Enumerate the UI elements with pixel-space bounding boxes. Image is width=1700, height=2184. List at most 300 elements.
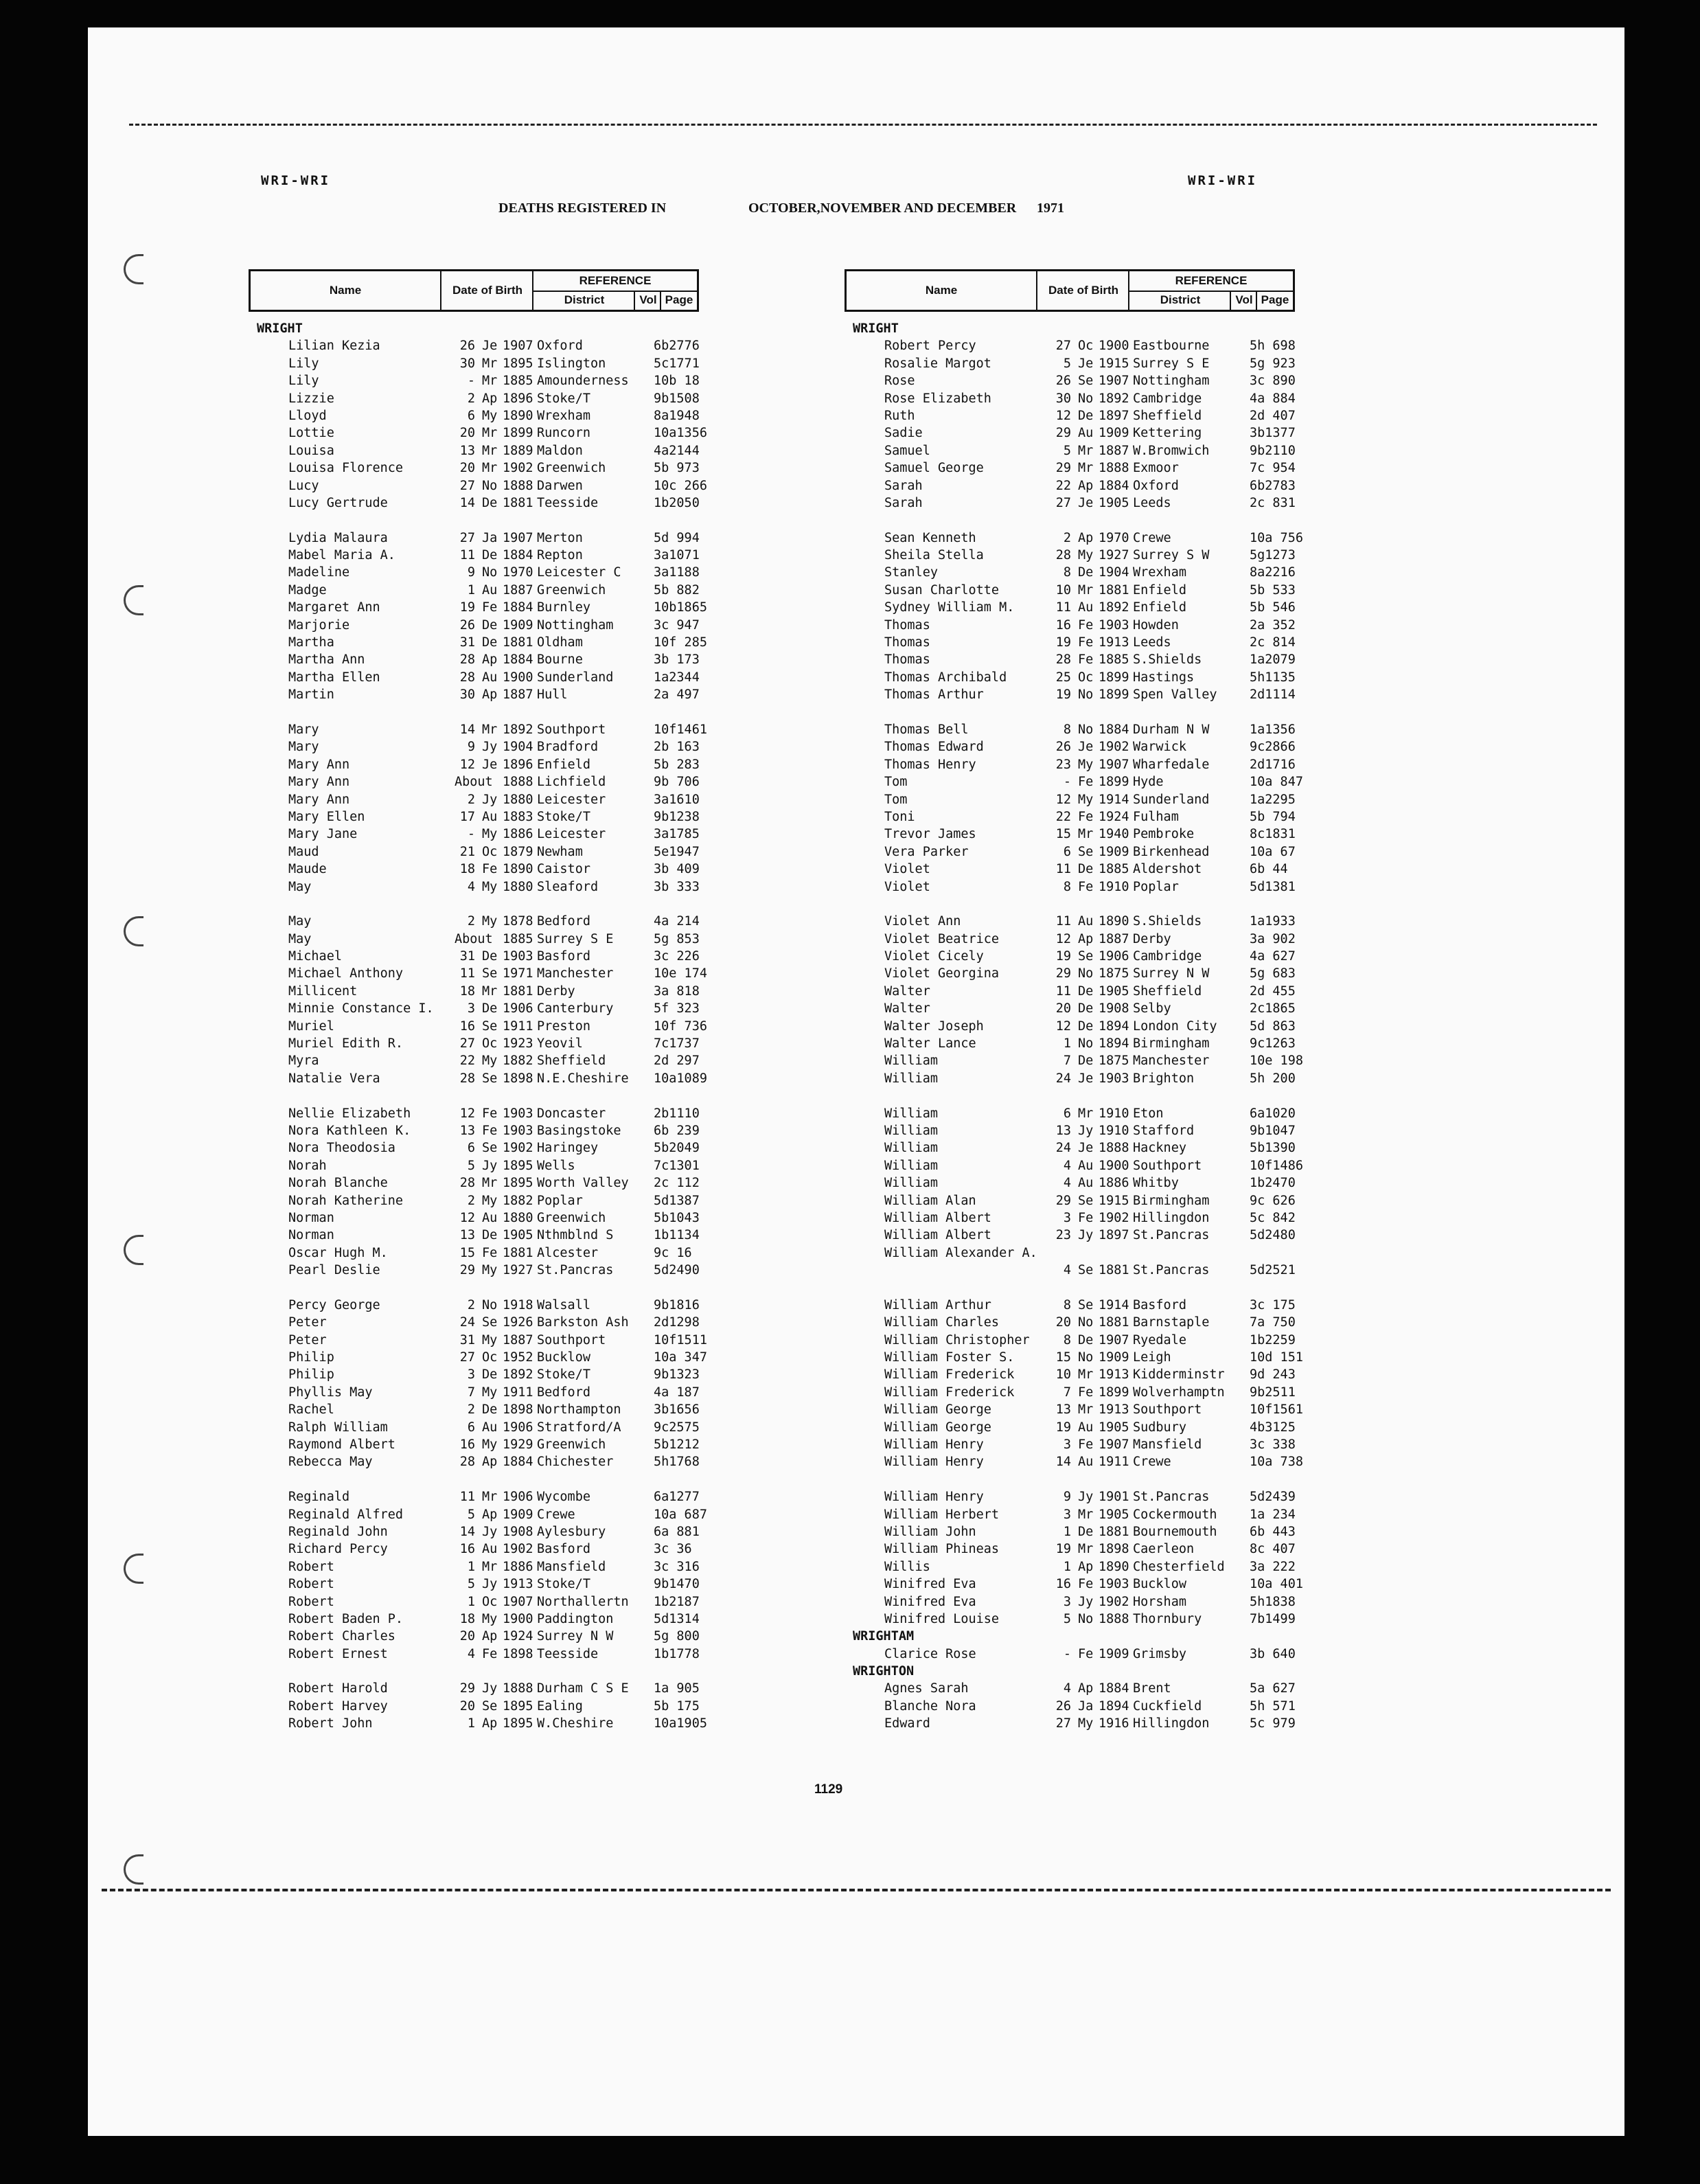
birth-year: 1899 xyxy=(503,426,533,441)
entry-name: Reginald xyxy=(288,1490,350,1505)
vol-page: 9c2575 xyxy=(654,1420,700,1435)
birth-year: 1905 xyxy=(1099,983,1129,999)
perforation-bottom xyxy=(102,1889,1611,1891)
birth-month: No xyxy=(1078,391,1094,406)
birth-day: 18 xyxy=(459,983,475,999)
birth-month: Je xyxy=(1078,356,1094,371)
birth-month: Mr xyxy=(482,356,498,371)
district: Darwen xyxy=(537,478,583,493)
birth-month: Jy xyxy=(482,792,498,807)
birth-month: Ap xyxy=(482,1716,498,1731)
birth-year: 1900 xyxy=(1099,339,1129,354)
birth-month: Mr xyxy=(1078,461,1094,476)
district: Nottingham xyxy=(1133,374,1210,389)
register-page xyxy=(88,27,1624,2136)
birth-month: Au xyxy=(1078,600,1094,615)
district: Thornbury xyxy=(1133,1611,1202,1626)
district: Leigh xyxy=(1133,1350,1171,1365)
table-row xyxy=(249,808,699,826)
entry-name: Robert Harvey xyxy=(288,1698,388,1714)
birth-year: 1897 xyxy=(1099,1228,1129,1243)
district: S.Shields xyxy=(1133,914,1202,929)
district: Surrey S E xyxy=(537,931,614,946)
birth-year: 1884 xyxy=(1099,722,1129,737)
birth-day: 19 xyxy=(1055,635,1071,650)
birth-day: 13 xyxy=(1055,1402,1071,1418)
birth-day: 8 xyxy=(1063,879,1071,894)
table-row xyxy=(249,1035,699,1052)
district: Horsham xyxy=(1133,1594,1186,1609)
birth-year: 1887 xyxy=(503,1332,533,1347)
birth-year: 1884 xyxy=(503,1455,533,1470)
entry-name: William xyxy=(884,1176,938,1191)
birth-year: 1913 xyxy=(1099,635,1129,650)
birth-year: 1907 xyxy=(1099,757,1129,772)
vol-page: 1b1778 xyxy=(654,1646,700,1661)
birth-year: 1902 xyxy=(503,1542,533,1557)
entry-name: Thomas Arthur xyxy=(884,687,984,703)
district: Paddington xyxy=(537,1611,614,1626)
district: Selby xyxy=(1133,1001,1171,1016)
vol-page: 8a2216 xyxy=(1250,565,1296,580)
birth-year: 1901 xyxy=(1099,1490,1129,1505)
birth-day: 15 xyxy=(1055,827,1071,842)
table-row xyxy=(845,442,1295,459)
birth-month: Fe xyxy=(482,1106,498,1121)
table-row xyxy=(845,634,1295,651)
birth-day: 19 xyxy=(459,600,475,615)
entry-name: Walter xyxy=(884,983,930,999)
vol-page: 3b 173 xyxy=(654,652,700,668)
vol-page: 10b1865 xyxy=(654,600,707,615)
birth-month: My xyxy=(482,879,498,894)
birth-day: 14 xyxy=(1055,1455,1071,1470)
vol-page: 10f1511 xyxy=(654,1332,707,1347)
birth-day: 6 xyxy=(1063,844,1071,859)
birth-day: 29 xyxy=(459,1263,475,1278)
birth-day: 24 xyxy=(1055,1071,1071,1086)
birth-day: 4 xyxy=(467,1646,475,1661)
birth-day: 6 xyxy=(467,1141,475,1156)
header-dob: Date of Birth xyxy=(1036,271,1129,310)
district: Preston xyxy=(537,1019,590,1034)
district: Lichfield xyxy=(537,775,606,790)
birth-day: 1 xyxy=(467,582,475,598)
district: Runcorn xyxy=(537,426,590,441)
entry-name: Robert xyxy=(288,1559,334,1574)
table-row xyxy=(845,1018,1295,1035)
birth-day: 3 xyxy=(467,1367,475,1383)
vol-page: 2d1716 xyxy=(1250,757,1296,772)
table-row xyxy=(249,599,707,616)
entry-name: Sarah xyxy=(884,478,923,493)
birth-year: 1885 xyxy=(1099,862,1129,877)
vol-page: 5c1771 xyxy=(654,356,700,371)
birth-day: 7 xyxy=(1063,1054,1071,1069)
birth-year: 1924 xyxy=(503,1629,533,1644)
entry-name: Mary Jane xyxy=(288,827,358,842)
birth-month: Mr xyxy=(482,1559,498,1574)
birth-year: 1888 xyxy=(1099,1141,1129,1156)
entry-name: William Henry xyxy=(884,1455,984,1470)
birth-month: Se xyxy=(482,966,498,981)
district: Exmoor xyxy=(1133,461,1179,476)
district: W.Bromwich xyxy=(1133,443,1210,458)
birth-month: De xyxy=(1078,1001,1094,1016)
entry-name: Thomas xyxy=(884,635,930,650)
birth-day: 15 xyxy=(1055,1350,1071,1365)
entry-name: Lily xyxy=(288,374,319,389)
birth-day: 19 xyxy=(1055,1542,1071,1557)
entry-name: Maude xyxy=(288,862,327,877)
district: Leeds xyxy=(1133,635,1171,650)
birth-day: 6 xyxy=(1063,1106,1071,1121)
table-row xyxy=(249,1384,699,1401)
birth-year: 1890 xyxy=(503,862,533,877)
table-row xyxy=(845,1715,1295,1732)
table-row xyxy=(845,1035,1295,1052)
vol-page: 7c 954 xyxy=(1250,461,1296,476)
birth-day: 27 xyxy=(1055,1716,1071,1731)
birth-day: 1 xyxy=(467,1594,475,1609)
table-row xyxy=(845,721,1295,738)
vol-page: 2d1114 xyxy=(1250,687,1296,703)
birth-year: 1914 xyxy=(1099,792,1129,807)
birth-month: My xyxy=(482,408,498,423)
birth-month: De xyxy=(482,1001,498,1016)
vol-page: 2c 831 xyxy=(1250,495,1296,510)
vol-page: 3b 409 xyxy=(654,862,700,877)
vol-page: 10f1461 xyxy=(654,722,707,737)
birth-year: 1890 xyxy=(1099,1559,1129,1574)
district: Basford xyxy=(1133,1297,1186,1312)
birth-year: 1903 xyxy=(1099,1071,1129,1086)
vol-page: 5b2049 xyxy=(654,1141,700,1156)
birth-year: 1880 xyxy=(503,792,533,807)
entry-name: William xyxy=(884,1123,938,1138)
district: Sunderland xyxy=(1133,792,1210,807)
entry-name: Nellie Elizabeth xyxy=(288,1106,411,1121)
birth-month: Je xyxy=(482,339,498,354)
entry-name: Louisa xyxy=(288,443,334,458)
vol-page: 2b1110 xyxy=(654,1106,700,1121)
entry-name: William xyxy=(884,1106,938,1121)
entry-name: Madge xyxy=(288,582,327,598)
district: Burnley xyxy=(537,600,590,615)
birth-day: 2 xyxy=(467,914,475,929)
table-row xyxy=(249,372,699,389)
table-row xyxy=(845,965,1295,982)
binder-hole xyxy=(124,1854,143,1885)
table-row xyxy=(845,669,1295,686)
birth-day: 4 xyxy=(1063,1158,1071,1173)
birth-day: 28 xyxy=(1055,548,1071,563)
birth-month: Jy xyxy=(482,1681,498,1696)
binder-hole xyxy=(124,1235,143,1265)
table-row xyxy=(249,1227,699,1244)
entry-name: Muriel Edith R. xyxy=(288,1036,404,1051)
vol-page: 5h1135 xyxy=(1250,670,1296,685)
entry-name: Madeline xyxy=(288,565,350,580)
birth-year: 1907 xyxy=(1099,374,1129,389)
birth-month: De xyxy=(1078,1332,1094,1347)
entry-name: Lucy Gertrude xyxy=(288,495,388,510)
table-row xyxy=(249,1297,699,1314)
table-row xyxy=(249,1680,699,1697)
vol-page: 2c 814 xyxy=(1250,635,1296,650)
vol-page: 5h 200 xyxy=(1250,1071,1296,1086)
vol-page: 5b 533 xyxy=(1250,582,1296,598)
vol-page: 5h 698 xyxy=(1250,339,1296,354)
table-row xyxy=(249,1000,699,1017)
page-period: OCTOBER,NOVEMBER AND DECEMBER xyxy=(748,201,1017,216)
table-row xyxy=(845,1052,1303,1069)
district: Worth Valley xyxy=(537,1176,629,1191)
district: Cambridge xyxy=(1133,949,1202,964)
vol-page: 10a1905 xyxy=(654,1716,707,1731)
header-page: Page xyxy=(1256,291,1293,310)
header-reference: REFERENCE xyxy=(1128,271,1293,292)
table-row xyxy=(249,1401,699,1418)
entry-name: Vera Parker xyxy=(884,844,969,859)
table-row xyxy=(845,494,1295,512)
district: Oxford xyxy=(1133,478,1179,493)
vol-page: 5g 853 xyxy=(654,931,700,946)
birth-month: Ja xyxy=(482,530,498,545)
header-vol: Vol xyxy=(1230,291,1257,310)
district: Basingstoke xyxy=(537,1123,621,1138)
table-row xyxy=(249,1698,699,1715)
vol-page: 10f 285 xyxy=(654,635,707,650)
header-district: District xyxy=(1128,291,1231,310)
birth-month: Je xyxy=(1078,1071,1094,1086)
binder-hole xyxy=(124,585,143,615)
birth-month: Mr xyxy=(1078,1507,1094,1522)
birth-month: Mr xyxy=(482,983,498,999)
entry-name: Raymond Albert xyxy=(288,1437,395,1452)
birth-month: Au xyxy=(1078,426,1094,441)
birth-month: De xyxy=(482,617,498,633)
table-row xyxy=(249,1052,699,1069)
birth-year: 1914 xyxy=(1099,1297,1129,1312)
table-row xyxy=(249,564,699,581)
table-row xyxy=(249,1157,699,1174)
vol-page: 2d 407 xyxy=(1250,408,1296,423)
entry-name: Richard Percy xyxy=(288,1542,388,1557)
district: Leicester C xyxy=(537,565,621,580)
district: Warwick xyxy=(1133,740,1186,755)
birth-month: Jy xyxy=(1078,1228,1094,1243)
birth-year: 1894 xyxy=(1099,1698,1129,1714)
birth-month: Mr xyxy=(1078,827,1094,842)
district: Oxford xyxy=(537,339,583,354)
birth-year: 1971 xyxy=(503,966,533,981)
birth-year: 1898 xyxy=(503,1646,533,1661)
birth-month: Au xyxy=(1078,1420,1094,1435)
vol-page: 6b 44 xyxy=(1250,862,1288,877)
left-column xyxy=(249,269,707,1733)
birth-month: Ap xyxy=(482,652,498,668)
birth-month: Se xyxy=(482,1019,498,1034)
entry-name: William xyxy=(884,1071,938,1086)
vol-page: 9c 16 xyxy=(654,1245,692,1260)
birth-month: Oc xyxy=(1078,339,1094,354)
birth-month: Fe xyxy=(1078,1385,1094,1400)
birth-year: 1899 xyxy=(1099,670,1129,685)
vol-page: 6b 443 xyxy=(1250,1524,1296,1539)
table-row xyxy=(249,1628,699,1645)
vol-page: 3a 902 xyxy=(1250,931,1296,946)
district: Bucklow xyxy=(1133,1577,1186,1592)
birth-year: 1887 xyxy=(503,687,533,703)
district: Barkston Ash xyxy=(537,1315,629,1330)
entry-name: William Frederick xyxy=(884,1367,1015,1383)
birth-day: 3 xyxy=(1063,1594,1071,1609)
entry-name: Ralph William xyxy=(288,1420,388,1435)
birth-day: 12 xyxy=(1055,408,1071,423)
birth-month: No xyxy=(1078,1350,1094,1365)
birth-month: Mr xyxy=(1078,1402,1094,1418)
birth-year: 1896 xyxy=(503,391,533,406)
birth-day: - xyxy=(1063,1646,1071,1661)
district: Caistor xyxy=(537,862,590,877)
vol-page: 5d 863 xyxy=(1250,1019,1296,1034)
birth-day: 27 xyxy=(1055,495,1071,510)
table-row xyxy=(249,878,699,896)
birth-month: Jy xyxy=(482,1577,498,1592)
birth-day: 5 xyxy=(1063,356,1071,371)
birth-day: 13 xyxy=(459,443,475,458)
birth-year: 1913 xyxy=(1099,1367,1129,1383)
birth-month: Au xyxy=(482,1210,498,1225)
vol-page: 10a1089 xyxy=(654,1071,707,1086)
birth-day: 28 xyxy=(459,652,475,668)
birth-day: 11 xyxy=(1055,914,1071,929)
table-row xyxy=(845,599,1295,616)
vol-page: 1b2259 xyxy=(1250,1332,1296,1347)
entry-name: Reginald Alfred xyxy=(288,1507,404,1522)
birth-day: 12 xyxy=(459,1210,475,1225)
vol-page: 6a 881 xyxy=(654,1524,700,1539)
birth-month: My xyxy=(1078,757,1094,772)
district: Hillingdon xyxy=(1133,1210,1210,1225)
birth-day: 5 xyxy=(467,1158,475,1173)
vol-page: 1b2470 xyxy=(1250,1176,1296,1191)
birth-month: My xyxy=(482,1332,498,1347)
district: Fulham xyxy=(1133,809,1179,824)
birth-day: 31 xyxy=(459,949,475,964)
birth-day: 18 xyxy=(459,862,475,877)
table-row xyxy=(845,1105,1295,1122)
vol-page: 10f1561 xyxy=(1250,1402,1303,1418)
surname-heading: WRIGHTAM xyxy=(853,1629,915,1644)
table-row xyxy=(845,1698,1295,1715)
birth-month: Mr xyxy=(482,722,498,737)
district: Bucklow xyxy=(537,1350,590,1365)
table-row xyxy=(845,1227,1295,1244)
birth-day: 29 xyxy=(1055,426,1071,441)
birth-year: 1875 xyxy=(1099,966,1129,981)
vol-page: 4a 884 xyxy=(1250,391,1296,406)
birth-year: 1904 xyxy=(503,740,533,755)
entry-name: Thomas xyxy=(884,617,930,633)
vol-page: 5h1838 xyxy=(1250,1594,1296,1609)
birth-day: 24 xyxy=(1055,1141,1071,1156)
birth-year: 1881 xyxy=(503,495,533,510)
table-row xyxy=(845,1174,1295,1192)
birth-month: Se xyxy=(1078,844,1094,859)
birth-year: 1887 xyxy=(1099,443,1129,458)
table-row xyxy=(249,1540,699,1558)
table-row xyxy=(249,843,699,861)
table-row xyxy=(249,913,699,930)
entry-name: William Frederick xyxy=(884,1385,1015,1400)
birth-month: Oc xyxy=(482,1036,498,1051)
vol-page: 3c 316 xyxy=(654,1559,700,1574)
birth-month: Fe xyxy=(1078,1210,1094,1225)
birth-day: 8 xyxy=(1063,565,1071,580)
birth-month: Jy xyxy=(1078,1594,1094,1609)
entry-name: William George xyxy=(884,1420,991,1435)
entry-name: Nora Kathleen K. xyxy=(288,1123,411,1138)
district: Crewe xyxy=(1133,1455,1171,1470)
birth-month: No xyxy=(1078,1315,1094,1330)
birth-month: Jy xyxy=(482,1158,498,1173)
entry-name: Peter xyxy=(288,1332,327,1347)
vol-page: 9c2866 xyxy=(1250,740,1296,755)
district: Maldon xyxy=(537,443,583,458)
birth-month: Se xyxy=(482,1315,498,1330)
table-row xyxy=(845,983,1295,1000)
table-row xyxy=(845,1332,1295,1349)
table-row xyxy=(249,424,707,442)
vol-page: 3b 640 xyxy=(1250,1646,1296,1661)
district: Surrey S W xyxy=(1133,548,1210,563)
district: Leeds xyxy=(1133,495,1171,510)
district: Birmingham xyxy=(1133,1193,1210,1208)
birth-year: 1887 xyxy=(1099,931,1129,946)
table-row xyxy=(249,530,699,547)
birth-year: 1888 xyxy=(503,1681,533,1696)
table-row xyxy=(845,1262,1295,1279)
birth-day: 29 xyxy=(459,1681,475,1696)
birth-month: My xyxy=(482,1193,498,1208)
birth-year: 1884 xyxy=(503,600,533,615)
district: Aylesbury xyxy=(537,1524,606,1539)
birth-day: 16 xyxy=(459,1542,475,1557)
table-row xyxy=(249,1332,707,1349)
district: W.Cheshire xyxy=(537,1716,614,1731)
vol-page: 10a 687 xyxy=(654,1507,707,1522)
district: Hull xyxy=(537,687,568,703)
district: Repton xyxy=(537,548,583,563)
entry-name: Robert Baden P. xyxy=(288,1611,404,1626)
surname-heading: WRIGHT xyxy=(853,321,899,336)
entry-name: Ruth xyxy=(884,408,915,423)
table-row xyxy=(249,1646,699,1663)
table-row xyxy=(845,651,1295,668)
vol-page: 1a 905 xyxy=(654,1681,700,1696)
vol-page: 5d1381 xyxy=(1250,879,1296,894)
birth-month: Fe xyxy=(482,1123,498,1138)
vol-page: 1a2295 xyxy=(1250,792,1296,807)
surname-heading: WRIGHTON xyxy=(853,1664,915,1679)
birth-year: 1880 xyxy=(503,879,533,894)
table-row xyxy=(845,948,1295,965)
table-row xyxy=(249,931,699,948)
birth-year: 1892 xyxy=(1099,600,1129,615)
vol-page: 9d 243 xyxy=(1250,1367,1296,1383)
